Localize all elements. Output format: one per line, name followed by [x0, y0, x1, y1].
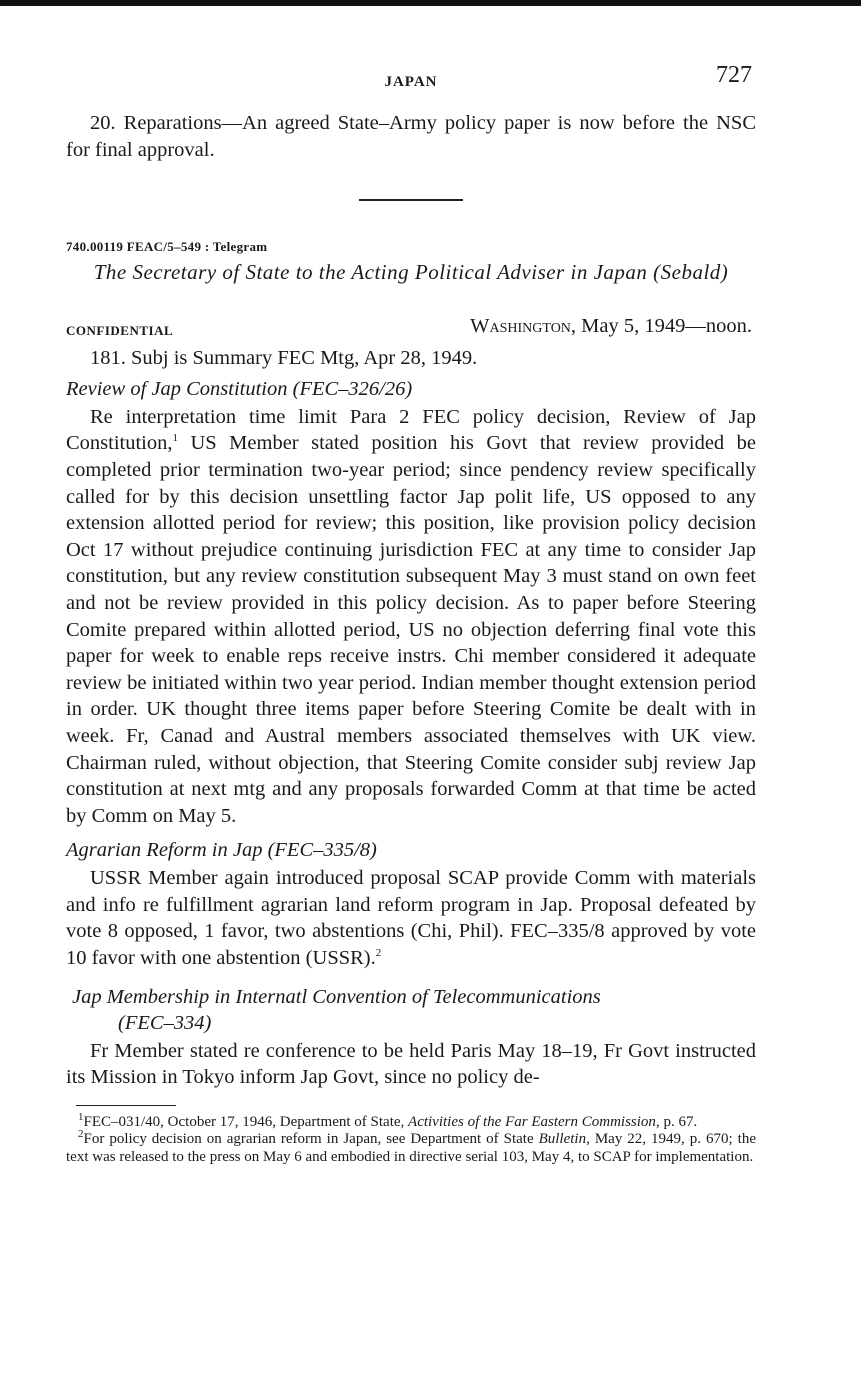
section-paragraph-telecom: Fr Member stated re conference to be held Paris May 18–19, Fr Govt instructed its Mission in Tokyo inform Jap Govt, since no policy de-	[66, 1039, 756, 1089]
date-text: May 5, 1949—noon.	[581, 315, 752, 338]
section-paragraph-constitution	[66, 404, 756, 830]
footnote-2	[66, 1128, 756, 1166]
constitution-text-part1: Re interpretation time limit Para 2 FEC policy decision, Review of Jap Constitution,	[66, 405, 756, 455]
classification-label: CONFIDENTIAL	[66, 323, 174, 339]
footnote-1	[66, 1110, 756, 1132]
section-divider	[359, 199, 463, 201]
footnote-2-text-end: , May 22, 1949, p. 670; the text was released to the press on May 6 and embodied in directive serial 103, May 4, to SCAP for implementation.	[66, 1131, 756, 1165]
document-title: The Secretary of State to the Acting Political Adviser in Japan (Sebald)	[93, 260, 729, 285]
section-heading-agrarian: Agrarian Reform in Jap (FEC–335/8)	[66, 839, 377, 862]
footnote-1-mark: 1	[78, 1110, 84, 1123]
telecom-heading-line1: Jap Membership in Internatl Convention of Telecommunications	[72, 985, 601, 1008]
agrarian-text: USSR Member again introduced proposal SCAP provide Comm with materials and info re fulfillment agrarian land reform program in Jap. Proposal defeated by vote 8 opposed, 1 favor, two abstentions (Chi, Phil). FEC–335/8 approved by vote 10 favor with one abstention (USSR).	[66, 867, 756, 970]
footnote-ref-1[interactable]: 1	[172, 432, 179, 445]
footnote-1-text-end: , p. 67.	[655, 1113, 698, 1130]
footnote-ref-2[interactable]: 2	[375, 947, 382, 960]
page-number: 727	[716, 62, 752, 88]
section-paragraph-agrarian	[66, 865, 756, 971]
page-header	[66, 60, 756, 100]
footnote-2-italic: Bulletin	[538, 1131, 587, 1148]
telegram-opening: 181. Subj is Summary FEC Mtg, Apr 28, 1949.	[90, 347, 478, 370]
telecom-heading-line2: (FEC–334)	[118, 1011, 212, 1034]
scan-top-border	[0, 0, 861, 6]
file-reference: 740.00119 FEAC/5–549 : Telegram	[66, 239, 268, 255]
constitution-text-part2: US Member stated position his Govt that review provided be completed prior termination two-year period; since pendency review specifically called for by this decision unsettling factor Jap polit life, US opposed to any extension allotted period for review; this position, like provision policy decision Oct 17 without prejudice continuing jurisdiction FEC at any time to consider Jap constitution, but any review constitution subsequent May 3 must stand on own feet and not be review provided in this policy decision. As to paper before Steering Comite prepared within allotted period, US no objection deferring final vote this paper for week to enable reps receive instrs. Chi member considered it adequate review be initiated within two year period. Indian member thought extension period in order. UK thought three items paper before Steering Comite be dealt with in week. Fr, Canad and Austral members associated themselves with UK view. Chairman ruled, without objection, that Steering Comite consider subj review Jap constitution at next mtg and any proposals forwarded Comm at that time be acted by Comm on May 5.	[66, 432, 756, 827]
dateline	[66, 315, 756, 345]
footnote-2-mark: 2	[78, 1128, 84, 1141]
footnote-1-text: FEC–031/40, October 17, 1946, Department of State,	[83, 1113, 409, 1130]
section-heading-constitution: Review of Jap Constitution (FEC–326/26)	[66, 377, 413, 400]
page-content	[66, 60, 756, 1166]
place-name: Washington,	[470, 315, 577, 338]
footnote-1-italic: Activities of the Far Eastern Commission	[408, 1113, 656, 1130]
footnote-2-text: For policy decision on agrarian reform in Japan, see Department of State	[83, 1131, 539, 1148]
place-date	[470, 315, 752, 338]
section-heading-telecom	[72, 984, 756, 1036]
footnote-divider	[76, 1105, 176, 1106]
running-head: JAPAN	[384, 74, 438, 90]
item-20-paragraph: 20. Reparations—An agreed State–Army policy paper is now before the NSC for final approval.	[66, 112, 756, 161]
